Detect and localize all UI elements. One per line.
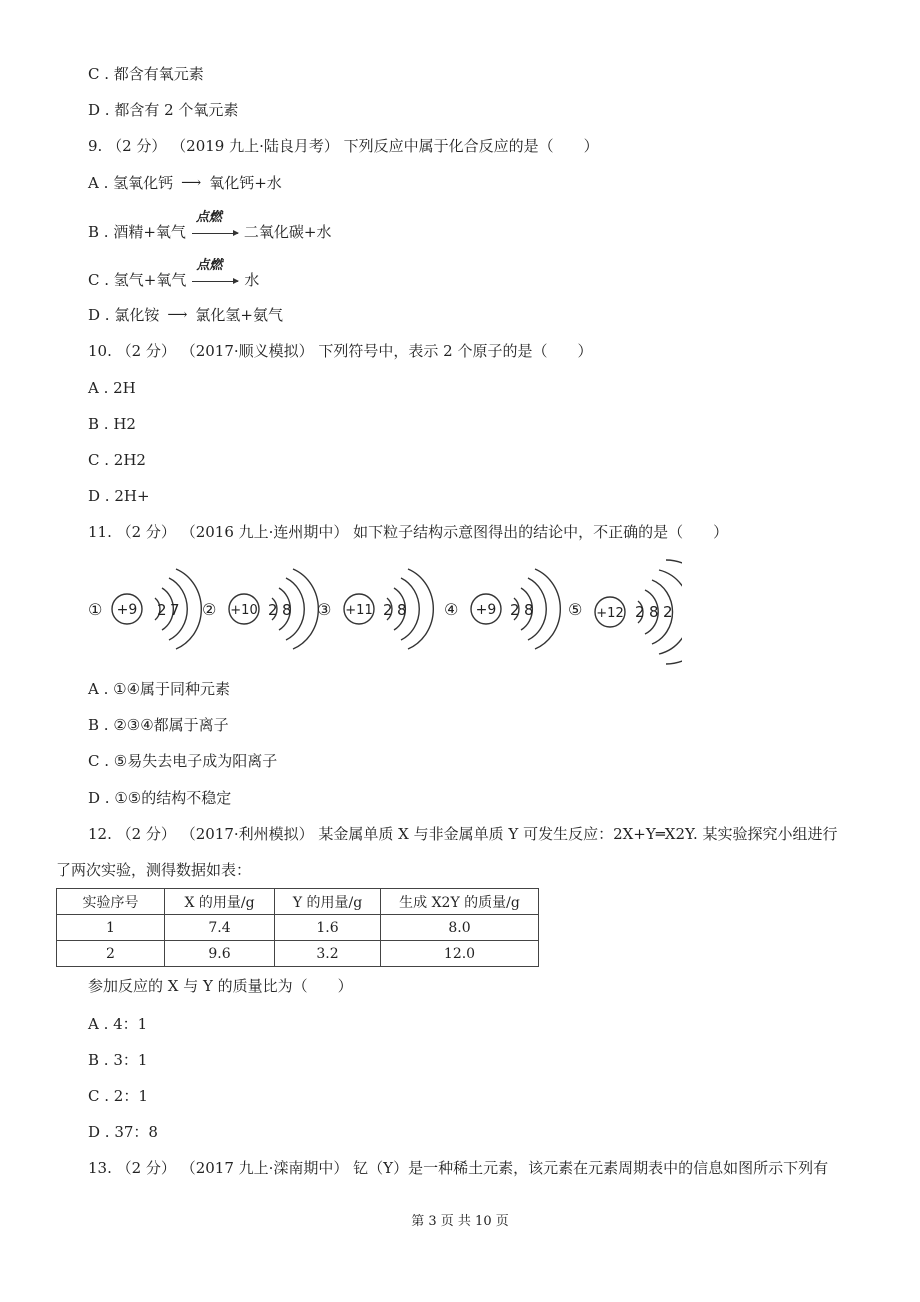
reaction-condition-arrow: [192, 210, 238, 242]
electron-shell-arc: [176, 569, 201, 649]
table-cell: 12.0: [381, 941, 539, 967]
q12-data-table: [56, 888, 539, 967]
q8-option-c: C . 都含有氧元素: [88, 65, 204, 83]
electron-shell-arc: [293, 569, 318, 649]
table-cell: 3.2: [275, 941, 381, 967]
q9-b-product: 二氧化碳+水: [243, 223, 332, 241]
atom-5-label: ⑤: [568, 600, 583, 619]
q12-stem-line-1: 12. （2 分） （2017·利州模拟） 某金属单质 X 与非金属单质 Y 可发生反应：2X+Y═X2Y. 某实验探究小组进行: [88, 825, 838, 843]
atom-1-shell-1-count: 2: [157, 601, 167, 619]
q12-stem-line-2: 了两次实验，测得数据如表：: [56, 861, 252, 879]
atom-5-shell-3-count: 2: [663, 603, 673, 621]
q9-a-product: 氧化钙+水: [209, 174, 282, 192]
table-header-cell: 实验序号: [57, 889, 165, 915]
q10-option-d: D . 2H+: [88, 487, 150, 505]
q9-c-reactant: C . 氢气+氧气: [88, 271, 187, 289]
electron-shell-arc: [535, 569, 560, 649]
q11-stem: 11. （2 分） （2016 九上·连州期中） 如下粒子结构示意图得出的结论中，不正确的是（ ）: [88, 523, 729, 541]
atom-3-shell-2-count: 8: [397, 601, 407, 619]
q12-stem-after-table: 参加反应的 X 与 Y 的质量比为（ ）: [88, 977, 353, 995]
q9-option-b: [88, 210, 332, 242]
q10-stem: 10. （2 分） （2017·顺义模拟） 下列符号中，表示 2 个原子的是（ ）: [88, 342, 593, 360]
q9-c-product: 水: [244, 271, 260, 289]
q9-option-a: [88, 173, 282, 193]
reaction-arrow-icon: ⟶: [181, 175, 202, 191]
q11-option-b: B . ②③④都属于离子: [88, 716, 229, 734]
electron-shell-arc: [408, 569, 433, 649]
atom-5-nucleus-charge: +12: [596, 606, 624, 621]
q11-option-a: A . ①④属于同种元素: [88, 680, 231, 698]
table-header-cell: Y 的用量/g: [275, 889, 381, 915]
atom-1-nucleus-charge: +9: [116, 602, 138, 618]
q8-option-d: D . 都含有 2 个氧元素: [88, 101, 239, 119]
atom-2-label: ②: [202, 600, 217, 619]
q10-option-a: A . 2H: [88, 379, 136, 397]
q9-b-reactant: B . 酒精+氧气: [88, 223, 186, 241]
atom-4-nucleus-charge: +9: [475, 602, 497, 618]
atom-3-shell-1-count: 2: [383, 601, 393, 619]
q10-option-c: C . 2H2: [88, 451, 146, 469]
table-row: [57, 915, 539, 941]
q13-stem: 13. （2 分） （2017 九上·滦南期中） 钇（Y）是一种稀土元素，该元素在元素周期表中的信息如图所示下列有: [88, 1159, 829, 1177]
q9-b-condition: 点燃: [195, 210, 222, 225]
q12-option-a: A . 4：1: [88, 1015, 148, 1033]
table-cell: 9.6: [165, 941, 275, 967]
q9-d-reactant: D . 氯化铵: [88, 306, 160, 324]
table-cell: 1: [57, 915, 165, 941]
q11-option-c: C . ⑤易失去电子成为阳离子: [88, 752, 278, 770]
atom-3-nucleus-charge: +11: [345, 603, 373, 618]
q12-option-d: D . 37：8: [88, 1123, 158, 1141]
q11-option-d: D . ①⑤的结构不稳定: [88, 789, 232, 807]
atom-5-shell-2-count: 8: [649, 603, 659, 621]
table-header-cell: 生成 X2Y 的质量/g: [381, 889, 539, 915]
q12-option-b: B . 3：1: [88, 1051, 148, 1069]
atom-4-label: ④: [444, 600, 459, 619]
reaction-arrow-icon: ⟶: [167, 307, 188, 323]
atom-1-shell-2-count: 7: [170, 601, 180, 619]
table-header-cell: X 的用量/g: [165, 889, 275, 915]
table-cell: 1.6: [275, 915, 381, 941]
atom-2-shell-1-count: 2: [268, 601, 278, 619]
q9-option-c: [88, 258, 260, 290]
q9-a-reactant: A . 氢氧化钙: [88, 174, 174, 192]
q9-d-product: 氯化氢+氨气: [195, 306, 283, 324]
q10-option-b: B . H2: [88, 415, 136, 433]
particle-structure-diagram: [82, 556, 682, 668]
q9-stem: 9. （2 分） （2019 九上·陆良月考） 下列反应中属于化合反应的是（ ）: [88, 137, 599, 155]
table-cell: 2: [57, 941, 165, 967]
table-row: [57, 941, 539, 967]
arrow-line-icon: [192, 281, 238, 282]
reaction-condition-arrow: [192, 258, 238, 290]
table-header-row: [57, 889, 539, 915]
atom-3-label: ③: [317, 600, 332, 619]
atom-4-shell-1-count: 2: [510, 601, 520, 619]
atom-2-shell-2-count: 8: [282, 601, 292, 619]
q9-c-condition: 点燃: [196, 258, 223, 273]
table-cell: 7.4: [165, 915, 275, 941]
page-footer: 第 3 页 共 10 页: [411, 1214, 509, 1229]
table-cell: 8.0: [381, 915, 539, 941]
q9-option-d: [88, 305, 283, 325]
atom-5-shell-1-count: 2: [635, 603, 645, 621]
arrow-line-icon: [192, 233, 238, 234]
atom-4-shell-2-count: 8: [524, 601, 534, 619]
atom-1-label: ①: [88, 600, 103, 619]
q12-option-c: C . 2：1: [88, 1087, 148, 1105]
atom-2-nucleus-charge: +10: [230, 603, 258, 618]
